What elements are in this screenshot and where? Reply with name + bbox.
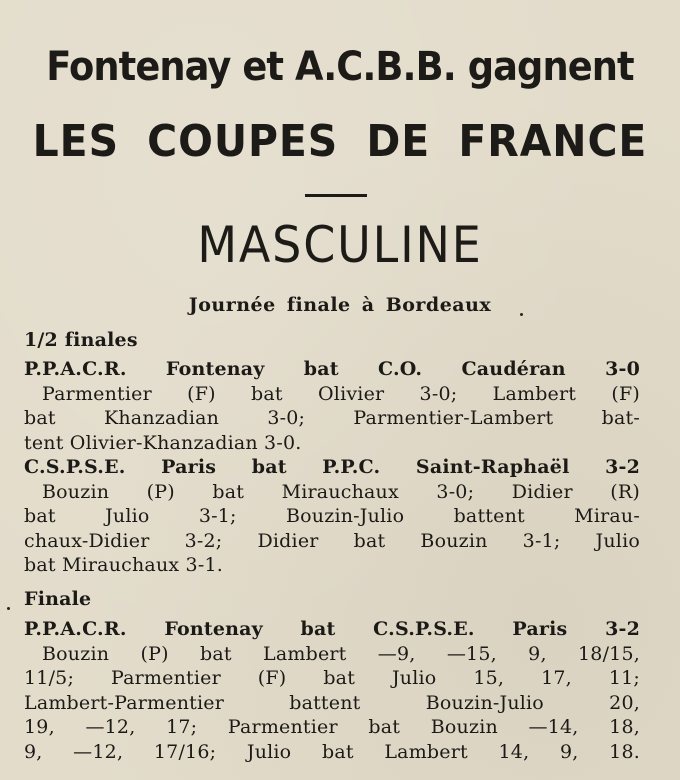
match-detail-line: bat Khanzadian 3-0; Parmentier-Lambert bat- <box>24 407 640 429</box>
match-detail-line: Bouzin (P) bat Lambert —9, —15, 9, 18/15, <box>42 642 640 665</box>
match-detail-line: Bouzin (P) bat Mirauchaux 3-0; Didier (R) <box>42 480 640 503</box>
match-detail-line: tent Olivier-Khanzadian 3-0. <box>24 431 302 454</box>
subtitle: Journée finale à Bordeaux <box>188 294 492 316</box>
final-results <box>24 617 640 764</box>
semifinal-results <box>24 357 640 578</box>
match-detail-line: 19, —12, 17; Parmentier bat Bouzin —14, 18, <box>24 716 640 738</box>
match-headline-semifinal-2: C.S.P.S.E. Paris bat P.P.C. Saint-Raphaël 3-2 <box>24 456 640 478</box>
headline-line-1: Fontenay et A.C.B.B. gagnent <box>46 44 634 90</box>
match-detail-line: chaux-Didier 3-2; Didier bat Bouzin 3-1; Julio <box>24 529 640 552</box>
match-detail-line: Lambert-Parmentier battent Bouzin-Julio 20, <box>24 691 640 714</box>
print-speck <box>7 607 10 610</box>
round-label-text: Finale <box>24 588 92 610</box>
match-headline-semifinal-1: P.P.A.C.R. Fontenay bat C.O. Caudéran 3-0 <box>24 358 640 380</box>
match-detail-line: 9, —12, 17/16; Julio bat Lambert 14, 9, 18. <box>24 740 640 763</box>
match-detail-line: bat Mirauchaux 3-1. <box>24 554 223 576</box>
match-detail-line: 11/5; Parmentier (F) bat Julio 15, 17, 11; <box>24 667 640 689</box>
headline-line-2: LES COUPES DE FRANCE <box>32 116 648 167</box>
round-label-semifinals <box>24 328 640 353</box>
match-headline-final: P.P.A.C.R. Fontenay bat C.S.P.S.E. Paris 3-2 <box>24 618 640 640</box>
round-label-text: 1/2 finales <box>24 329 138 351</box>
round-label-final <box>24 587 640 612</box>
match-detail-line: bat Julio 3-1; Bouzin-Julio battent Mirau- <box>24 505 640 527</box>
print-speck <box>520 313 523 316</box>
section-title: MASCULINE <box>197 216 483 274</box>
match-detail-line: Parmentier (F) bat Olivier 3-0; Lambert (F) <box>42 382 640 405</box>
headline-divider <box>305 194 367 197</box>
